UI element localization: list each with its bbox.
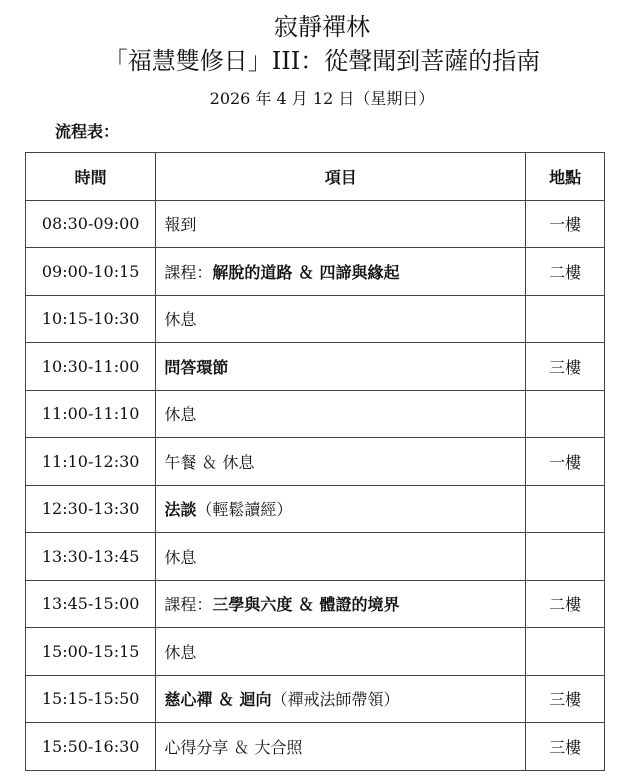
item-cell [156,248,526,296]
item-cell [156,628,526,676]
item-cell [156,200,526,248]
table-row [26,295,605,343]
item-cell [156,533,526,581]
item-text-segment: 解脫的道路 ＆ 四諦與緣起 [212,262,400,282]
table-row [26,628,605,676]
header-item: 項目 [156,153,526,201]
time-cell: 15:15-15:50 [26,675,156,723]
item-cell [156,675,526,723]
event-date: 2026 年 4 月 12 日（星期日） [209,89,435,108]
time-cell: 08:30-09:00 [26,200,156,248]
place-cell: 二樓 [526,580,605,628]
item-text-segment: （輕鬆讀經） [196,500,293,520]
time-cell: 09:00-10:15 [26,248,156,296]
item-cell [156,723,526,771]
item-text-segment: 午餐 ＆ 休息 [164,452,255,472]
item-text-segment: 課程： [164,262,213,282]
table-row [26,485,605,533]
table-row [26,580,605,628]
item-cell [156,580,526,628]
time-cell: 13:45-15:00 [26,580,156,628]
place-cell [526,295,605,343]
item-text-segment: 慈心禪 ＆ 迴向 [164,690,272,710]
time-cell: 15:00-15:15 [26,628,156,676]
time-cell: 11:00-11:10 [26,390,156,438]
schedule-label: 流程表： [55,122,120,141]
item-cell [156,295,526,343]
item-text-segment: （禪戒法師帶領） [271,690,400,710]
event-title: 「福慧雙修日」III：從聲聞到菩薩的指南 [103,47,541,75]
time-cell: 10:30-11:00 [26,343,156,391]
item-text-segment: 三學與六度 ＆ 體證的境界 [212,595,400,615]
item-text-segment: 課程： [164,595,213,615]
place-cell [526,628,605,676]
item-text-segment: 法談 [164,500,197,520]
header-time: 時間 [26,153,156,201]
place-cell [526,485,605,533]
place-cell [526,390,605,438]
item-text-segment: 休息 [164,547,197,567]
table-header-row [26,153,605,201]
schedule-table [25,152,605,771]
place-cell: 一樓 [526,438,605,486]
table-row [26,723,605,771]
schedule-body [26,200,605,770]
header-place: 地點 [526,153,605,201]
item-text-segment: 問答環節 [164,357,229,377]
item-text-segment: 心得分享 ＆ 大合照 [164,737,303,757]
item-text-segment: 休息 [164,405,197,425]
time-cell: 12:30-13:30 [26,485,156,533]
table-row [26,390,605,438]
org-title: 寂靜禪林 [274,13,370,41]
table-row [26,438,605,486]
time-cell: 10:15-10:30 [26,295,156,343]
item-text-segment: 休息 [164,642,197,662]
table-row [26,675,605,723]
item-cell [156,390,526,438]
place-cell [526,533,605,581]
place-cell: 三樓 [526,343,605,391]
item-cell [156,485,526,533]
place-cell: 三樓 [526,675,605,723]
item-text-segment: 報到 [164,215,197,235]
table-row [26,343,605,391]
item-text-segment: 休息 [164,310,197,330]
time-cell: 13:30-13:45 [26,533,156,581]
table-row [26,533,605,581]
time-cell: 11:10-12:30 [26,438,156,486]
time-cell: 15:50-16:30 [26,723,156,771]
place-cell: 三樓 [526,723,605,771]
place-cell: 二樓 [526,248,605,296]
item-cell [156,438,526,486]
place-cell: 一樓 [526,200,605,248]
item-cell [156,343,526,391]
table-row [26,248,605,296]
table-row [26,200,605,248]
